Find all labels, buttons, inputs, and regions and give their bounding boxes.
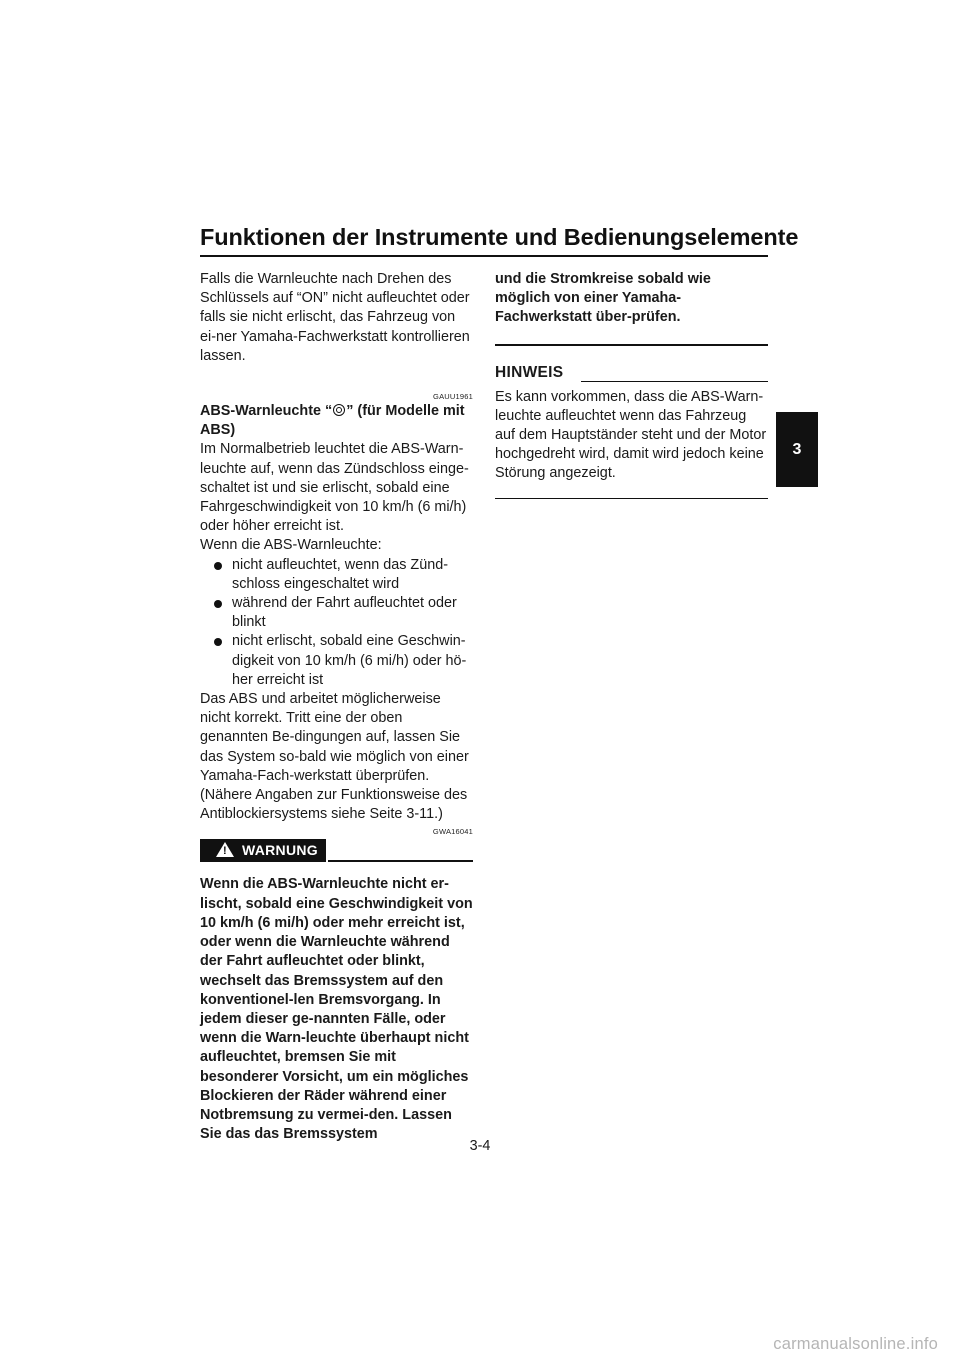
bullet-icon bbox=[214, 562, 222, 570]
exclamation-icon: ! bbox=[223, 845, 227, 858]
list-item: während der Fahrt aufleuchtet oder blinkt bbox=[200, 594, 473, 632]
warning-end-rule bbox=[495, 344, 768, 346]
list-intro: Wenn die ABS-Warnleuchte: bbox=[200, 537, 382, 554]
note-text: Es kann vorkommen, dass die ABS-Warn-leuchte aufleuchtet wenn das Fahrzeug auf dem Hauptständer steht und der Motor hochgedreht wird, damit wird jedoch keine Störung angezeigt. bbox=[495, 388, 767, 482]
section-heading bbox=[200, 402, 473, 440]
warning-text: Wenn die ABS-Warnleuchte nicht er-lischt, sobald eine Geschwindigkeit von 10 km/h (6 mi/h) oder mehr erreicht ist, oder wenn die Warnleuchte während der Fahrt aufleuchtet oder blinkt, wechselt das Bremssystem auf den konventionel-len Bremsvorgang. In jedem dieser ge-nannten Fälle, oder wenn die Warn-leuchte überhaupt nicht aufleuchtet, bremsen Sie mit besonderer Vorsicht, um ein mögliches Blockieren der Räder während einer Notbremsung zu vermei-den. Lassen Sie das das Bremssystem bbox=[200, 876, 473, 1143]
list-item: nicht erlischt, sobald eine Geschwin-digkeit von 10 km/h (6 mi/h) oder hö-her erreicht ist bbox=[200, 632, 473, 690]
warning-text-continued: und die Stromkreise sobald wie möglich von einer Yamaha-Fachwerkstatt über-prüfen. bbox=[495, 271, 711, 326]
condition-list bbox=[200, 556, 473, 690]
heading-suffix: ” (für Modelle mit ABS) bbox=[200, 403, 465, 439]
heading-prefix: ABS-Warnleuchte “ bbox=[200, 403, 333, 420]
bullet-icon bbox=[214, 600, 222, 608]
bullet-icon bbox=[214, 638, 222, 646]
page-number: 3-4 bbox=[469, 1138, 491, 1154]
warning-rule bbox=[328, 860, 473, 862]
abs-consequence-paragraph: Das ABS und arbeitet möglicherweise nicht korrekt. Tritt eine der oben genannten Be-dingungen auf, lassen Sie das System so-bald wie möglich von einer Yamaha-Fach-werkstatt überprüfen. (Nähere Angaben zur Funktionsweise des Antiblockiersystems siehe Seite 3-11.) bbox=[200, 691, 469, 823]
note-end-rule bbox=[495, 498, 768, 499]
chapter-tab: 3 bbox=[776, 412, 818, 487]
note-label: HINWEIS bbox=[495, 363, 564, 381]
right-column bbox=[495, 270, 768, 499]
note-header bbox=[495, 362, 768, 386]
watermark: carmanualsonline.info bbox=[773, 1335, 938, 1353]
left-column bbox=[200, 270, 473, 1144]
header-rule bbox=[200, 255, 768, 257]
note-rule bbox=[581, 381, 768, 382]
list-item: nicht aufleuchtet, wenn das Zünd-schloss eingeschaltet wird bbox=[200, 556, 473, 594]
abs-warning-icon bbox=[333, 404, 345, 416]
page-title: Funktionen der Instrumente und Bedienungselemente bbox=[200, 224, 799, 250]
warning-label: WARNUNG bbox=[242, 842, 318, 859]
section-code: GAUU1961 bbox=[433, 392, 473, 402]
abs-description: Im Normalbetrieb leuchtet die ABS-Warn-leuchte auf, wenn das Zündschloss einge-schaltet ist und sie erlischt, sobald eine Fahrgeschwindigkeit von 10 km/h (6 mi/h) oder höher erreicht ist. bbox=[200, 441, 469, 535]
intro-paragraph: Falls die Warnleuchte nach Drehen des Schlüssels auf “ON” nicht aufleuchtet oder falls sie nicht erlischt, das Fahrzeug von ei-ner Yamaha-Fachwerkstatt kontrollieren lassen. bbox=[200, 271, 470, 364]
warning-code: GWA16041 bbox=[432, 827, 473, 837]
warning-badge bbox=[200, 839, 326, 862]
warning-header bbox=[200, 839, 473, 865]
